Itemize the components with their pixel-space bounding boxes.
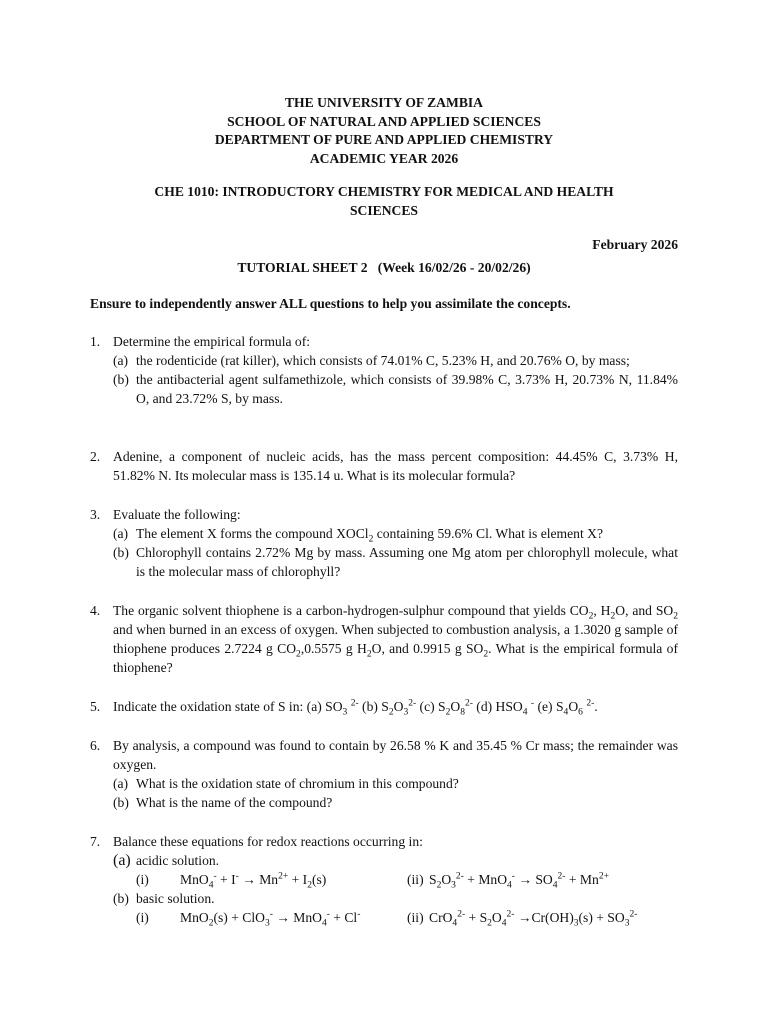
subscript: 4 bbox=[522, 707, 528, 718]
subscript: 2 bbox=[588, 611, 594, 622]
equation-basic-ii: $CrO_4^{2-} + S_2O_4^{2-} \to Cr(OH)_3(s) + SO_3^{2-}$ bbox=[429, 909, 638, 929]
sub-label: (a) bbox=[113, 526, 129, 541]
text: , H bbox=[593, 603, 611, 618]
question-stem: Adenine, a component of nucleic acids, has the mass percent composition: 44.45% C, 3.73% H, 51.82% N. Its molecular mass is 135.14 u. What is its molecular formula? bbox=[113, 449, 678, 483]
superscript: 2- bbox=[586, 698, 595, 709]
university-name: THE UNIVERSITY OF ZAMBIA bbox=[284, 95, 484, 110]
text: ,0.5575 g H bbox=[300, 641, 367, 656]
question-number: 4. bbox=[90, 603, 101, 618]
sub-text: Chlorophyll contains 2.72% Mg by mass. Assuming one Mg atom per chlorophyll molecule, what is the molecular mass of chlorophyll? bbox=[136, 545, 678, 579]
equation-basic-i: MnO$_2$(s) + ClO$_3$- → MnO$_4$- + Cl- bbox=[180, 909, 361, 929]
text: Indicate the oxidation state of S in: (a) SO bbox=[113, 699, 343, 714]
subscript: 2 bbox=[388, 707, 394, 718]
text: O bbox=[568, 699, 579, 714]
subscript: 2 bbox=[673, 611, 678, 622]
text: (c) S bbox=[416, 699, 446, 714]
sub-label: (b) bbox=[113, 372, 129, 387]
question-number: 3. bbox=[90, 507, 101, 522]
course-title bbox=[90, 182, 678, 220]
text: (d) HSO bbox=[472, 699, 523, 714]
sub-question-b bbox=[113, 543, 678, 581]
instructions: Ensure to independently answer ALL questions to help you assimilate the concepts. bbox=[90, 296, 571, 311]
text: The organic solvent thiophene is a carbon-hydrogen-sulphur compound that yields CO bbox=[113, 603, 589, 618]
text: . bbox=[594, 699, 598, 714]
school-name: SCHOOL OF NATURAL AND APPLIED SCIENCES bbox=[227, 113, 541, 129]
question-7 bbox=[90, 832, 678, 927]
sub-text: the antibacterial agent sulfamethizole, which consists of 39.98% C, 3.73% H, 20.73% N, 11.84% O, and 23.72% S, by mass. bbox=[136, 372, 678, 406]
equation-label: (ii) bbox=[407, 910, 424, 925]
question-2 bbox=[90, 447, 678, 485]
text: and when burned in an excess of oxygen. When subjected to combustion analysis, a 1.3020 g sample of thiophene produces 2.7224 g CO bbox=[113, 622, 678, 656]
equation-row-acidic bbox=[113, 870, 678, 889]
sub-text: the rodenticide (rat killer), which consists of 74.01% C, 5.23% H, and 20.76% O, by mass; bbox=[136, 353, 630, 368]
equation-row-basic bbox=[113, 908, 678, 927]
equation-acidic-i: $MnO_4^- + I^- \to Mn^{2+} + I_2(s)$ bbox=[180, 871, 327, 891]
sub-text: acidic solution. bbox=[136, 853, 220, 868]
equation-label: (i) bbox=[136, 910, 149, 925]
sub-label: (b) bbox=[113, 545, 129, 560]
sub-question-a bbox=[113, 524, 678, 543]
question-stem: Determine the empirical formula of: bbox=[113, 334, 311, 349]
sub-label: (a) bbox=[113, 776, 129, 791]
question-number: 6. bbox=[90, 738, 101, 753]
subscript: 3 bbox=[342, 707, 348, 718]
question-1 bbox=[90, 332, 678, 408]
question-stem bbox=[113, 697, 678, 716]
question-stem: Balance these equations for redox reactions occurring in: bbox=[113, 834, 423, 849]
course-title-line-2: SCIENCES bbox=[350, 203, 418, 218]
text: O, and 0.9915 g SO bbox=[371, 641, 484, 656]
text: O bbox=[450, 699, 461, 714]
sub-text: basic solution. bbox=[136, 891, 215, 906]
text: (e) S bbox=[534, 699, 564, 714]
question-6 bbox=[90, 736, 678, 812]
sub-text: containing 59.6% Cl. What is element X? bbox=[373, 526, 603, 541]
subscript: 2 bbox=[445, 707, 451, 718]
subscript: 2 bbox=[296, 649, 301, 660]
superscript: 2- bbox=[408, 698, 417, 709]
equation-acidic-ii: $S_2O_3^{2-} + MnO_4^- \to SO_4^{2-} + Mn^{2+}$ bbox=[429, 871, 609, 891]
subscript: 3 bbox=[403, 707, 409, 718]
sub-question-a bbox=[113, 351, 678, 370]
sub-label: (a) bbox=[113, 852, 131, 869]
equation-label: (i) bbox=[136, 872, 149, 887]
question-5 bbox=[90, 697, 678, 716]
text: . What is the empirical formula of thiophene? bbox=[113, 641, 678, 675]
question-number: 5. bbox=[90, 699, 101, 714]
sub-label: (a) bbox=[113, 353, 129, 368]
question-number: 1. bbox=[90, 334, 101, 349]
question-stem: Evaluate the following: bbox=[113, 507, 241, 522]
sheet-title: TUTORIAL SHEET 2 (Week 16/02/26 - 20/02/26) bbox=[237, 260, 531, 275]
sub-question-a bbox=[113, 774, 678, 793]
superscript: 2- bbox=[464, 698, 473, 709]
question-4 bbox=[90, 601, 678, 677]
text: O bbox=[393, 699, 404, 714]
sub-text: The element X forms the compound XOCl bbox=[136, 526, 369, 541]
sub-question-b bbox=[113, 889, 678, 908]
question-stem: By analysis, a compound was found to contain by 26.58 % K and 35.45 % Cr mass; the remainder was oxygen. bbox=[113, 738, 678, 772]
question-number: 7. bbox=[90, 834, 101, 849]
subscript: 2 bbox=[610, 611, 616, 622]
sheet-date: February 2026 bbox=[592, 237, 678, 252]
subscript: 2 bbox=[366, 649, 372, 660]
sub-question-b bbox=[113, 370, 678, 408]
sub-question-b bbox=[113, 793, 678, 812]
equation-label: (ii) bbox=[407, 872, 424, 887]
question-number: 2. bbox=[90, 449, 101, 464]
superscript: 2- bbox=[350, 698, 359, 709]
subscript: 8 bbox=[460, 707, 465, 718]
course-title-line-1: CHE 1010: INTRODUCTORY CHEMISTRY FOR MEDICAL AND HEALTH bbox=[154, 184, 614, 199]
sub-label: (b) bbox=[113, 795, 129, 810]
sub-text: What is the name of the compound? bbox=[136, 795, 333, 810]
superscript: - bbox=[530, 698, 535, 709]
sub-label: (b) bbox=[113, 891, 129, 906]
document-header bbox=[0, 94, 768, 168]
sub-text: What is the oxidation state of chromium in this compound? bbox=[136, 776, 459, 791]
question-3 bbox=[90, 505, 678, 581]
subscript: 2 bbox=[483, 649, 489, 660]
question-stem bbox=[113, 601, 678, 677]
text: O, and SO bbox=[615, 603, 674, 618]
sub-question-a bbox=[113, 851, 678, 870]
subscript: 4 bbox=[563, 707, 569, 718]
subscript: 2 bbox=[368, 534, 374, 545]
text: (b) S bbox=[358, 699, 389, 714]
subscript: 6 bbox=[578, 707, 583, 718]
academic-year: ACADEMIC YEAR 2026 bbox=[309, 150, 459, 166]
department-name: DEPARTMENT OF PURE AND APPLIED CHEMISTRY bbox=[214, 132, 554, 147]
